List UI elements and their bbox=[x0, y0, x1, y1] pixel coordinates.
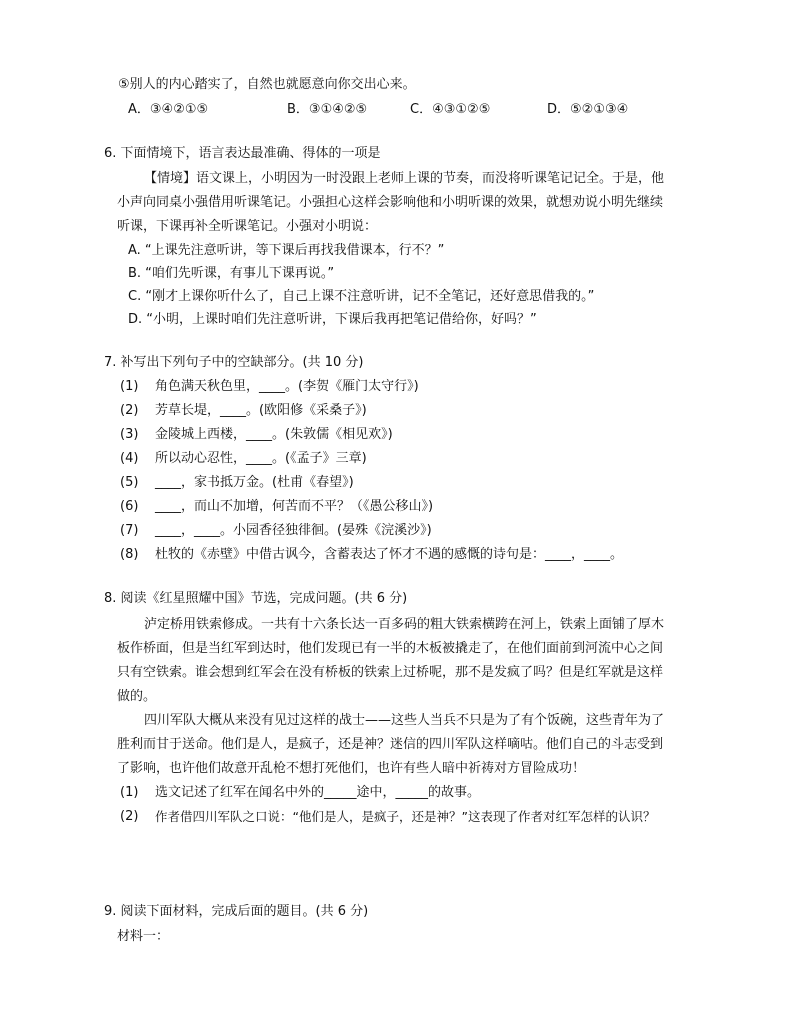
q7-item-text: 金陵城上西楼，____。(朱敦儒《相见欢》) bbox=[155, 427, 393, 442]
q7-item-text: 芳草长堤，____。(欧阳修《采桑子》) bbox=[155, 403, 367, 418]
q7-item-num: (5) bbox=[120, 475, 139, 490]
q6-title: 6. 下面情境下，语言表达最准确、得体的一项是 bbox=[104, 146, 381, 161]
q7-item-num: (6) bbox=[120, 499, 139, 514]
q8-question-num: (1) bbox=[120, 785, 139, 800]
q6-context-line: 听课，下课再补全听课笔记。小强对小明说： bbox=[117, 219, 378, 234]
q5-option-d: D．⑤②①③④ bbox=[547, 102, 629, 117]
q6-option-b: B. “咱们先听课，有事儿下课再说。” bbox=[128, 266, 335, 281]
q5-option-c: C．④③①②⑤ bbox=[410, 102, 491, 117]
q8-question-text: 选文记述了红军在闻名中外的_____途中，_____的故事。 bbox=[155, 785, 481, 800]
q8-passage-line: 只有空铁索。谁会想到红军会在没有桥板的铁索上过桥呢，那不是发疯了吗？但是红军就是这样 bbox=[117, 665, 664, 680]
q7-item-num: (2) bbox=[120, 403, 139, 418]
q6-context-line: 小声向同桌小强借用听课笔记。小强担心这样会影响他和小明听课的效果，就想劝说小明先继续 bbox=[117, 195, 664, 210]
q7-item-num: (1) bbox=[120, 379, 139, 394]
q5-item5: ⑤别人的内心踏实了，自然也就愿意向你交出心来。 bbox=[118, 77, 416, 92]
q8-passage-line: 了影响，也许他们故意开乱枪不想打死他们，也许有些人暗中祈祷对方冒险成功！ bbox=[117, 761, 586, 776]
q8-passage-line: 泸定桥用铁索修成。一共有十六条长达一百多码的粗大铁索横跨在河上，铁索上面铺了厚木 bbox=[144, 617, 665, 632]
q6-option-c: C. “刚才上课你听什么了，自己上课不注意听讲，记不全笔记，还好意思借我的。” bbox=[128, 289, 595, 304]
q7-item-text: 所以动心忍性，____。(《孟子》三章) bbox=[155, 451, 367, 466]
q9-material-label: 材料一： bbox=[117, 929, 170, 944]
q8-passage-line: 四川军队大概从来没有见过这样的战士——这些人当兵不只是为了有个饭碗，这些青年为了 bbox=[144, 713, 665, 728]
q7-item-num: (3) bbox=[120, 427, 139, 442]
q8-question-text: 作者借四川军队之口说：“他们是人，是疯子，还是神？”这表现了作者对红军怎样的认识？ bbox=[155, 809, 656, 824]
q8-question-num: (2) bbox=[120, 809, 139, 824]
q7-item-num: (4) bbox=[120, 451, 139, 466]
q7-title: 7. 补写出下列句子中的空缺部分。(共 10 分) bbox=[104, 355, 364, 370]
q6-context-line: 【情境】语文课上，小明因为一时没跟上老师上课的节奏，而没将听课笔记记全。于是，他 bbox=[144, 171, 665, 186]
q8-title: 8. 阅读《红星照耀中国》节选，完成问题。(共 6 分) bbox=[104, 591, 408, 606]
q7-item-num: (7) bbox=[120, 523, 139, 538]
q9-title: 9. 阅读下面材料，完成后面的题目。(共 6 分) bbox=[104, 904, 369, 919]
q8-passage-line: 胜利而甘于送命。他们是人，是疯子，还是神？迷信的四川军队这样嘀咕。他们自己的斗志受到 bbox=[117, 737, 664, 752]
q7-item-text: ____，家书抵万金。(杜甫《春望》) bbox=[155, 475, 354, 490]
q5-option-a: A．③④②①⑤ bbox=[128, 102, 209, 117]
q8-passage-line: 做的。 bbox=[117, 689, 157, 704]
q7-item-text: ____，____。小园香径独徘徊。(晏殊《浣溪沙》) bbox=[155, 523, 432, 538]
q7-item-text: 杜牧的《赤壁》中借古讽今，含蓄表达了怀才不遇的感慨的诗句是：____，____。 bbox=[155, 547, 624, 562]
q7-item-text: 角色满天秋色里，____。(李贺《雁门太守行》) bbox=[155, 379, 419, 394]
q8-passage-line: 板作桥面，但是当红军到达时，他们发现已有一半的木板被撬走了，在他们面前到河流中心之间 bbox=[117, 641, 664, 656]
q5-option-b: B．③①④②⑤ bbox=[287, 102, 368, 117]
q7-item-num: (8) bbox=[120, 547, 139, 562]
q6-option-d: D. “小明，上课时咱们先注意听讲，下课后我再把笔记借给你，好吗？” bbox=[128, 312, 537, 327]
q7-item-text: ____，而山不加增，何苦而不平？（《愚公移山》) bbox=[155, 499, 434, 514]
q6-option-a: A. “上课先注意听讲，等下课后再找我借课本，行不？” bbox=[128, 243, 445, 258]
